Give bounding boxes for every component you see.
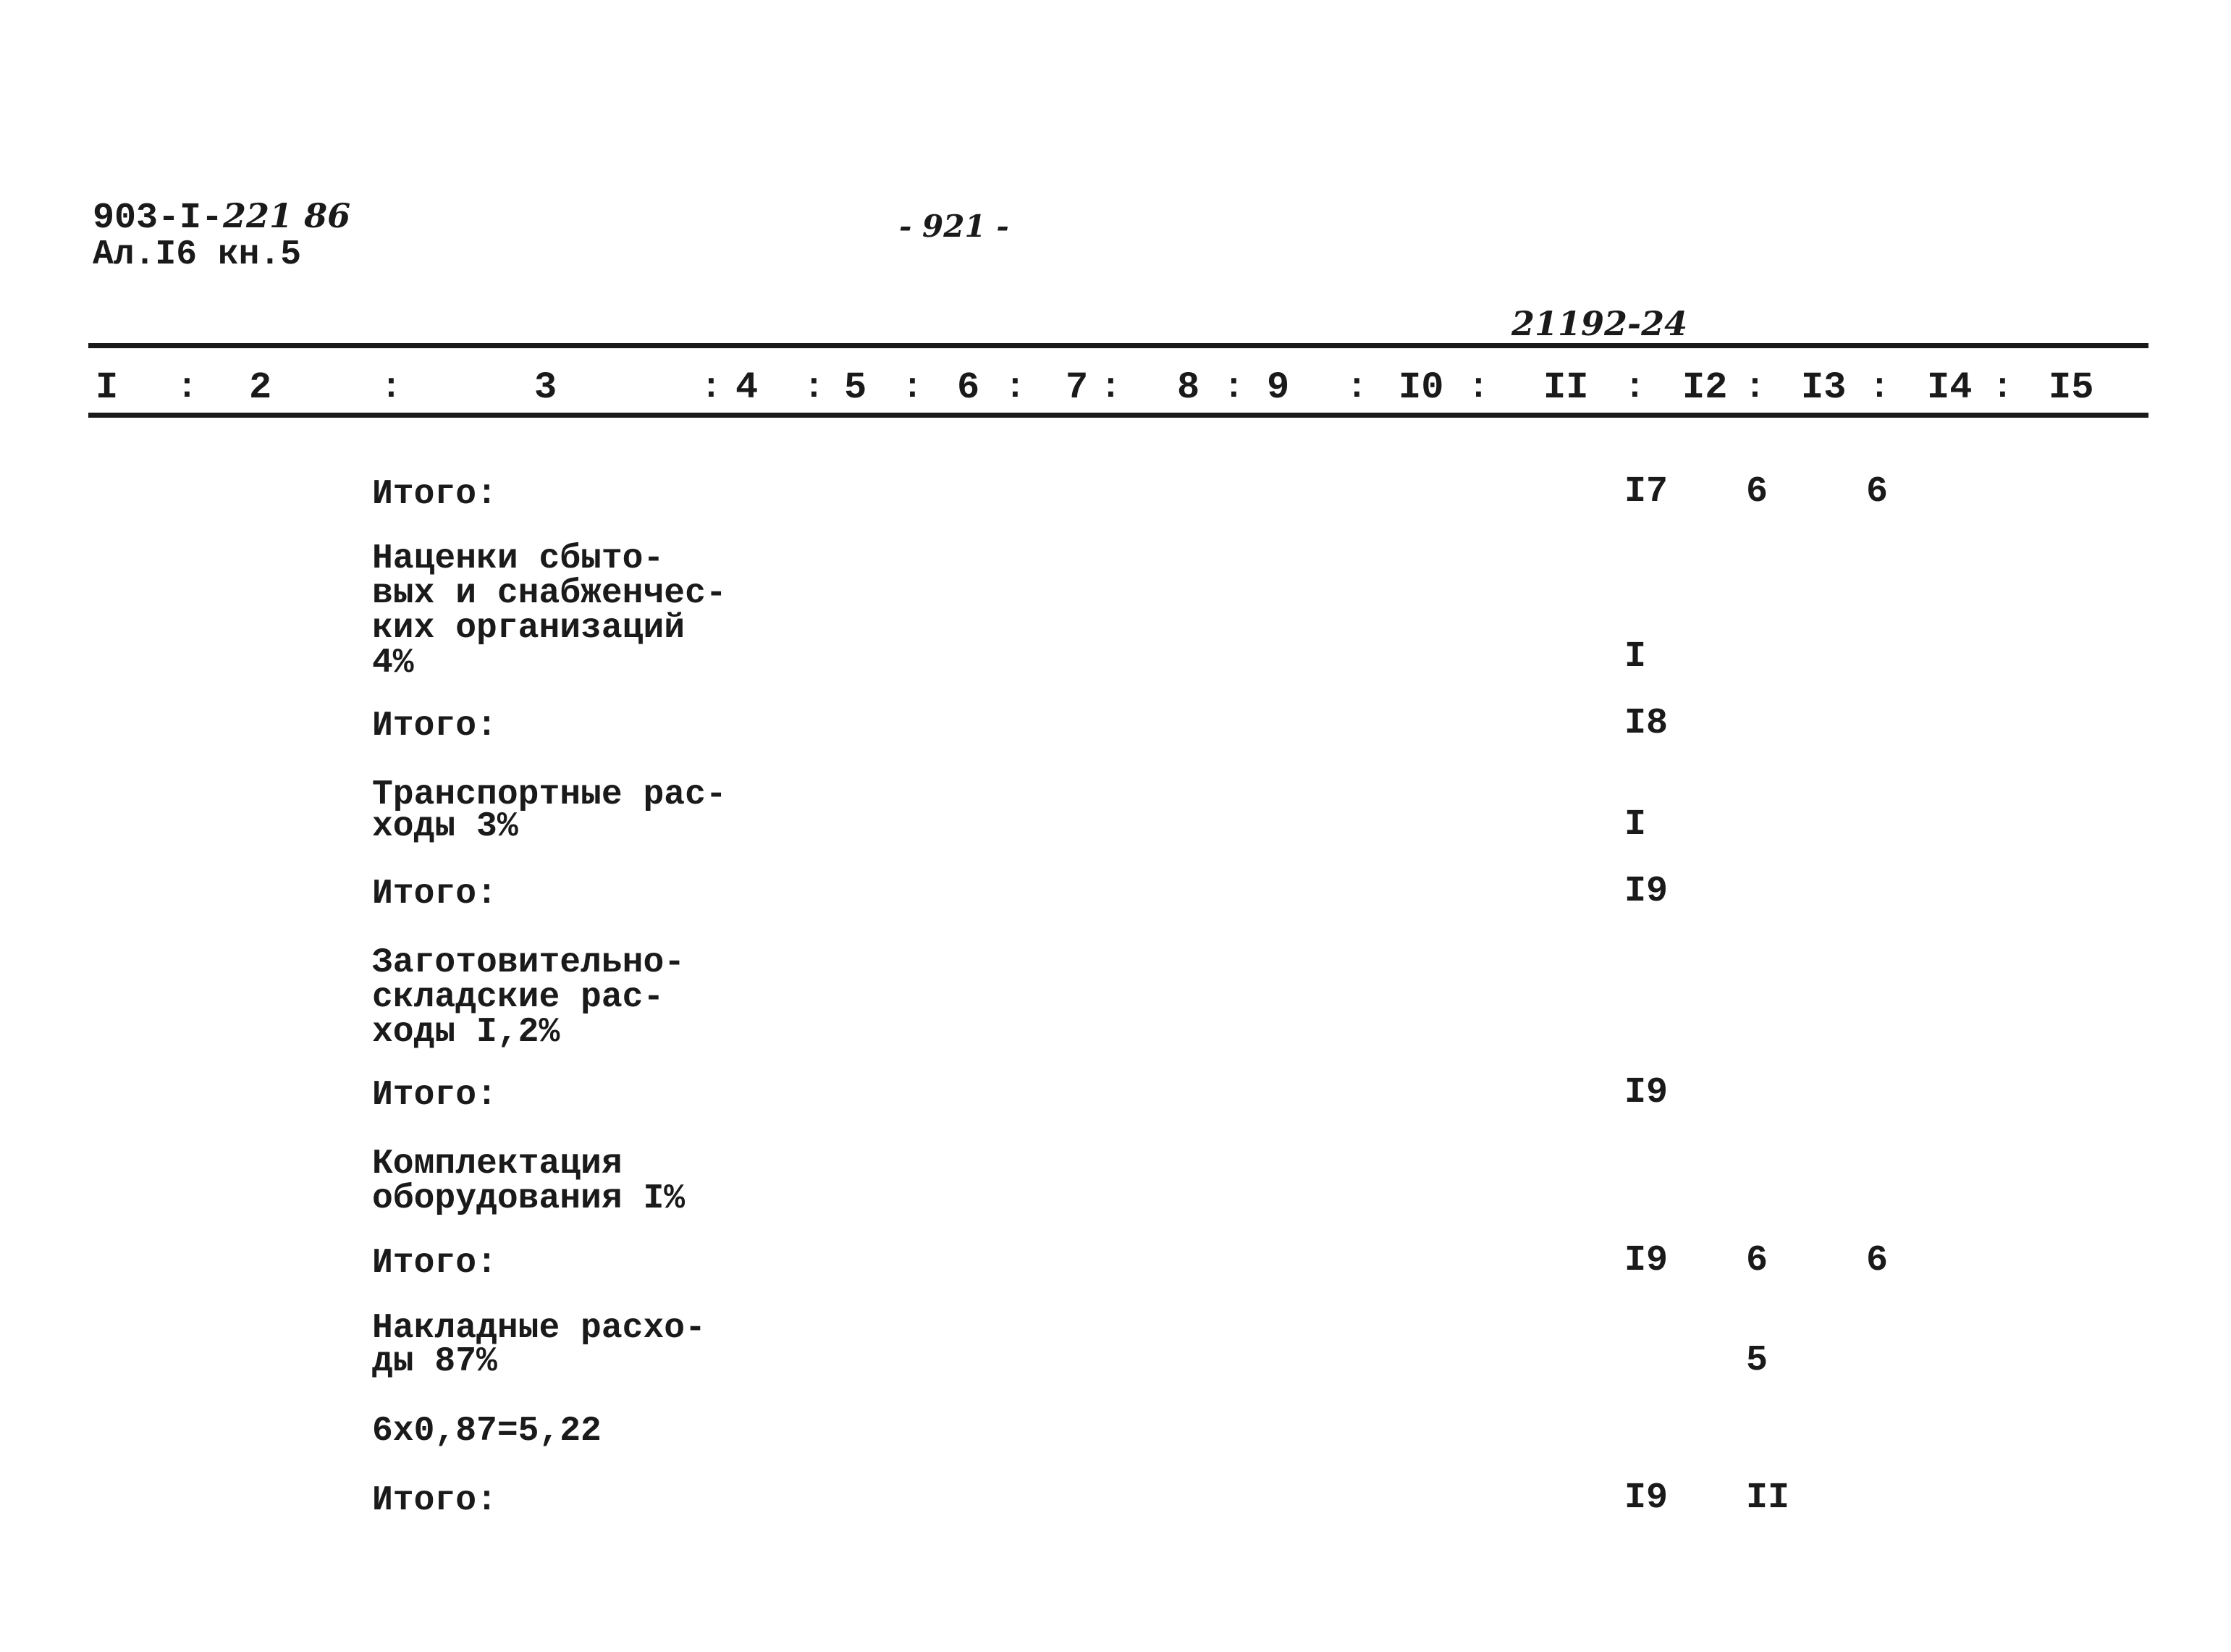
cell-col11: I9 — [1624, 1240, 1669, 1281]
column-header: 9 — [1267, 366, 1290, 409]
cell-col11: I9 — [1624, 1072, 1669, 1113]
row-label: 6x0,87=5,22 — [372, 1412, 602, 1451]
cell-col11: I7 — [1624, 471, 1669, 513]
cell-col13: 6 — [1866, 471, 1889, 513]
row-label: Транспортные рас- ходы 3% — [372, 775, 727, 846]
cell-col11: I8 — [1624, 703, 1669, 744]
column-header: I3 — [1801, 366, 1847, 409]
column-separator: : — [804, 368, 824, 408]
column-header: 5 — [844, 366, 867, 409]
cell-col11: I — [1624, 636, 1647, 678]
cell-col12: II — [1746, 1478, 1790, 1519]
column-header: I2 — [1682, 366, 1728, 409]
row-label: Итого: — [372, 707, 497, 746]
row-label: Итого: — [372, 875, 497, 914]
header-top-rule — [88, 343, 2148, 348]
row-label: Комплектация оборудования I% — [372, 1145, 686, 1218]
column-header: 6 — [957, 366, 980, 409]
row-label: Наценки сбыто- вых и снабженчес- ких организаций 4% — [372, 539, 727, 683]
cell-col12: 6 — [1746, 1240, 1768, 1281]
row-label: Накладные расхо- ды 87% — [372, 1309, 706, 1381]
column-separator: : — [1100, 368, 1121, 408]
document-code-prefix: 903-I- — [93, 198, 224, 239]
column-separator: : — [902, 368, 923, 408]
sheet-code: 21192-24 — [1511, 304, 1688, 343]
cell-col11: I9 — [1624, 871, 1669, 912]
cell-col12: 6 — [1746, 471, 1768, 513]
column-header: 3 — [534, 366, 557, 409]
column-separator: : — [1869, 368, 1890, 408]
column-separator: : — [1624, 368, 1645, 408]
cell-col12: 5 — [1746, 1340, 1768, 1381]
header-bottom-rule — [88, 413, 2148, 418]
column-header: I — [96, 366, 119, 409]
document-code — [93, 197, 350, 237]
column-separator: : — [1745, 368, 1766, 408]
column-separator: : — [1992, 368, 2013, 408]
column-separator: : — [1005, 368, 1026, 408]
column-separator: : — [177, 368, 198, 408]
row-label: Итого: — [372, 1481, 497, 1520]
column-header: 8 — [1177, 366, 1200, 409]
column-header: I0 — [1399, 366, 1444, 409]
column-header: I5 — [2049, 366, 2094, 409]
cell-col11: I — [1624, 804, 1647, 846]
column-separator: : — [381, 368, 402, 408]
cell-col11: I9 — [1624, 1478, 1669, 1519]
cell-col13: 6 — [1866, 1240, 1889, 1281]
document-code-handwritten: 221 86 — [223, 196, 351, 235]
column-separator: : — [701, 368, 722, 408]
column-header: 4 — [735, 366, 759, 409]
album-book-reference: Ал.I6 кн.5 — [93, 235, 302, 274]
column-separator: : — [1468, 368, 1489, 408]
page-number: - 921 - — [899, 208, 1009, 244]
row-label: Итого: — [372, 1076, 497, 1115]
row-label: Заготовительно- складские рас- ходы I,2% — [372, 943, 686, 1052]
column-separator: : — [1346, 368, 1367, 408]
row-label: Итого: — [372, 475, 497, 514]
column-separator: : — [1223, 368, 1244, 408]
column-header: 7 — [1066, 366, 1089, 409]
column-header: I4 — [1927, 366, 1973, 409]
column-header: II — [1543, 366, 1589, 409]
column-header: 2 — [249, 366, 272, 409]
row-label: Итого: — [372, 1244, 497, 1283]
